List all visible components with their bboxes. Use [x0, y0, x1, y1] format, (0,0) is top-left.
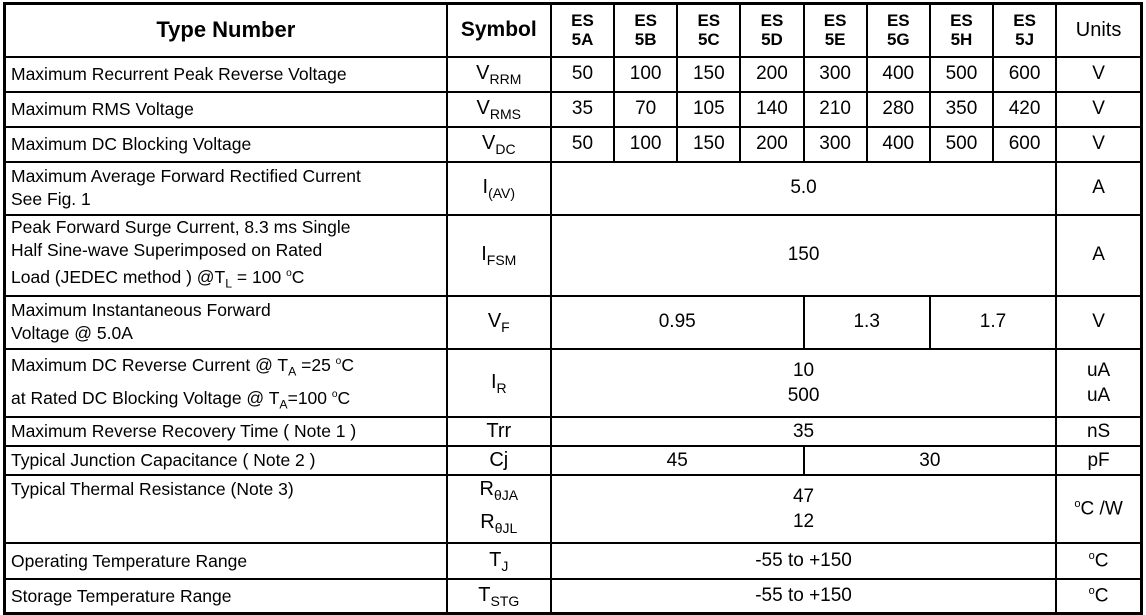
row-cj: [5, 446, 1142, 475]
unit-cell: V: [1056, 92, 1141, 127]
row-thermal-resistance: [5, 475, 1142, 543]
value-cell: 200: [740, 127, 803, 162]
value-cell: 100: [614, 127, 677, 162]
row-trr: [5, 417, 1142, 446]
value-cell: 350: [930, 92, 993, 127]
value-cell: 100: [614, 57, 677, 92]
part-header-es5j: ES 5J: [993, 4, 1056, 57]
iav-symbol: $I_{(AV)}$: [447, 162, 551, 215]
thermal-symbol: $R_{\theta JA}$ $R_{\theta JL}$: [447, 475, 551, 543]
cj-symbol: Cj: [447, 446, 551, 475]
value-cell: 400: [867, 127, 930, 162]
trr-label: Maximum Reverse Recovery Time ( Note 1 ): [5, 417, 447, 446]
header-row: [5, 4, 1142, 57]
row-vrms: [5, 92, 1142, 127]
vf-symbol: $V_F$: [447, 296, 551, 349]
value-cell: 45: [551, 446, 804, 475]
type-number-header: Type Number: [5, 4, 447, 57]
value-cell: 200: [740, 57, 803, 92]
ir-symbol: $I_R$: [447, 349, 551, 418]
value-cell: 50: [551, 127, 614, 162]
value-cell: 600: [993, 57, 1056, 92]
unit-cell: A: [1056, 215, 1141, 296]
value-cell: 300: [804, 127, 867, 162]
value-cell: 400: [867, 57, 930, 92]
row-vf: [5, 296, 1142, 349]
symbol-header: Symbol: [447, 4, 551, 57]
value-cell: 0.95: [551, 296, 804, 349]
ifsm-symbol: $I_{FSM}$: [447, 215, 551, 296]
unit-cell: $^o$C: [1056, 579, 1141, 613]
row-vrrm: [5, 57, 1142, 92]
value-cell: 300: [804, 57, 867, 92]
row-iav: [5, 162, 1142, 215]
tstg-label: Storage Temperature Range: [5, 579, 447, 613]
row-vdc: [5, 127, 1142, 162]
unit-cell: $^o$C: [1056, 543, 1141, 579]
thermal-label: Typical Thermal Resistance (Note 3): [5, 475, 447, 543]
trr-symbol: Trr: [447, 417, 551, 446]
unit-cell: V: [1056, 296, 1141, 349]
value-cell: 105: [677, 92, 740, 127]
vdc-symbol: $V_{DC}$: [447, 127, 551, 162]
row-tstg: [5, 579, 1142, 613]
part-header-es5g: ES 5G: [867, 4, 930, 57]
row-ir: [5, 349, 1142, 418]
value-cell: 35: [551, 92, 614, 127]
value-cell: 30: [804, 446, 1057, 475]
tj-label: Operating Temperature Range: [5, 543, 447, 579]
part-header-es5a: ES 5A: [551, 4, 614, 57]
unit-cell: V: [1056, 57, 1141, 92]
unit-cell: uA uA: [1056, 349, 1141, 418]
part-header-es5d: ES 5D: [740, 4, 803, 57]
units-header: Units: [1056, 4, 1141, 57]
row-tj: [5, 543, 1142, 579]
value-cell: 500: [930, 127, 993, 162]
value-cell: 600: [993, 127, 1056, 162]
vf-label: Maximum Instantaneous Forward Voltage @ 5.0A: [5, 296, 447, 349]
value-cell: 1.7: [930, 296, 1056, 349]
value-cell: 150: [551, 215, 1056, 296]
part-header-es5h: ES 5H: [930, 4, 993, 57]
cj-label: Typical Junction Capacitance ( Note 2 ): [5, 446, 447, 475]
maximum-ratings-table: [3, 2, 1143, 615]
part-header-es5e: ES 5E: [804, 4, 867, 57]
unit-cell: $^o$C /W: [1056, 475, 1141, 543]
value-cell: 70: [614, 92, 677, 127]
value-cell: 150: [677, 57, 740, 92]
vdc-label: Maximum DC Blocking Voltage: [5, 127, 447, 162]
tstg-symbol: $T_{STG}$: [447, 579, 551, 613]
part-header-es5b: ES 5B: [614, 4, 677, 57]
part-header-es5c: ES 5C: [677, 4, 740, 57]
value-cell: -55 to +150: [551, 579, 1056, 613]
ir-label: Maximum DC Reverse Current @ $T_A =25$ $^o$C at Rated DC Blocking Voltage @ $T_A=100$ $^o$C: [5, 349, 447, 418]
value-cell: 1.3: [804, 296, 930, 349]
unit-cell: V: [1056, 127, 1141, 162]
vrms-symbol: $V_{RMS}$: [447, 92, 551, 127]
unit-cell: A: [1056, 162, 1141, 215]
value-cell: 35: [551, 417, 1056, 446]
vrrm-label: Maximum Recurrent Peak Reverse Voltage: [5, 57, 447, 92]
value-cell: 210: [804, 92, 867, 127]
unit-cell: pF: [1056, 446, 1141, 475]
unit-cell: nS: [1056, 417, 1141, 446]
value-cell: 5.0: [551, 162, 1056, 215]
value-cell: 47 12: [551, 475, 1056, 543]
value-cell: -55 to +150: [551, 543, 1056, 579]
iav-label: Maximum Average Forward Rectified Current See Fig. 1: [5, 162, 447, 215]
value-cell: 280: [867, 92, 930, 127]
value-cell: 500: [930, 57, 993, 92]
value-cell: 50: [551, 57, 614, 92]
vrms-label: Maximum RMS Voltage: [5, 92, 447, 127]
vrrm-symbol: $V_{RRM}$: [447, 57, 551, 92]
value-cell: 140: [740, 92, 803, 127]
value-cell: 10 500: [551, 349, 1056, 418]
row-ifsm: [5, 215, 1142, 296]
tj-symbol: $T_J$: [447, 543, 551, 579]
ifsm-label: Peak Forward Surge Current, 8.3 ms Single Half Sine-wave Superimposed on Rated Load (JEDEC method ) $@T_L = 100$ $^o$C: [5, 215, 447, 296]
value-cell: 150: [677, 127, 740, 162]
value-cell: 420: [993, 92, 1056, 127]
